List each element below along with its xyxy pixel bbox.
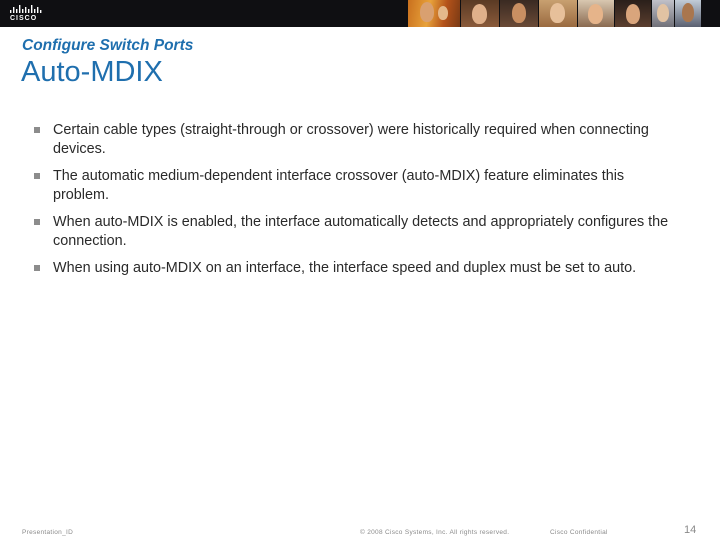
bullet-text: The automatic medium-dependent interface crossover (auto-MDIX) feature eliminates this problem.	[53, 168, 625, 203]
square-bullet-icon	[34, 127, 40, 133]
square-bullet-icon	[34, 173, 40, 179]
bullet-item	[34, 213, 674, 250]
square-bullet-icon	[34, 219, 40, 225]
footer-presentation-id: Presentation_ID	[22, 529, 74, 536]
footer-confidential: Cisco Confidential	[550, 529, 608, 536]
photo-strip	[408, 0, 720, 27]
bullet-text: When auto-MDIX is enabled, the interface automatically detects and appropriately configures the connection.	[53, 214, 669, 249]
photo-2	[461, 0, 499, 27]
photo-5	[578, 0, 614, 27]
bullet-text: Certain cable types (straight-through or crossover) were historically required when connecting devices.	[53, 122, 649, 157]
photo-3	[500, 0, 538, 27]
logo-wordmark: CISCO	[10, 15, 38, 22]
photo-1	[408, 0, 460, 27]
header-band	[0, 0, 720, 27]
bullet-item	[34, 167, 674, 204]
photo-6	[615, 0, 651, 27]
section-subtitle: Configure Switch Ports	[22, 37, 194, 54]
bullet-text: When using auto-MDIX on an interface, the interface speed and duplex must be set to auto.	[53, 260, 637, 276]
bullet-list	[34, 121, 674, 287]
cisco-logo	[9, 4, 43, 24]
bullet-item	[34, 121, 674, 158]
photo-4	[539, 0, 577, 27]
square-bullet-icon	[34, 265, 40, 271]
cisco-bars-icon	[9, 4, 43, 14]
footer-copyright: © 2008 Cisco Systems, Inc. All rights reserved.	[360, 529, 510, 536]
page-number: 14	[684, 524, 697, 536]
photo-7	[652, 0, 674, 27]
slide-title: Auto-MDIX	[21, 56, 163, 88]
bullet-item	[34, 259, 674, 278]
photo-8	[675, 0, 701, 27]
